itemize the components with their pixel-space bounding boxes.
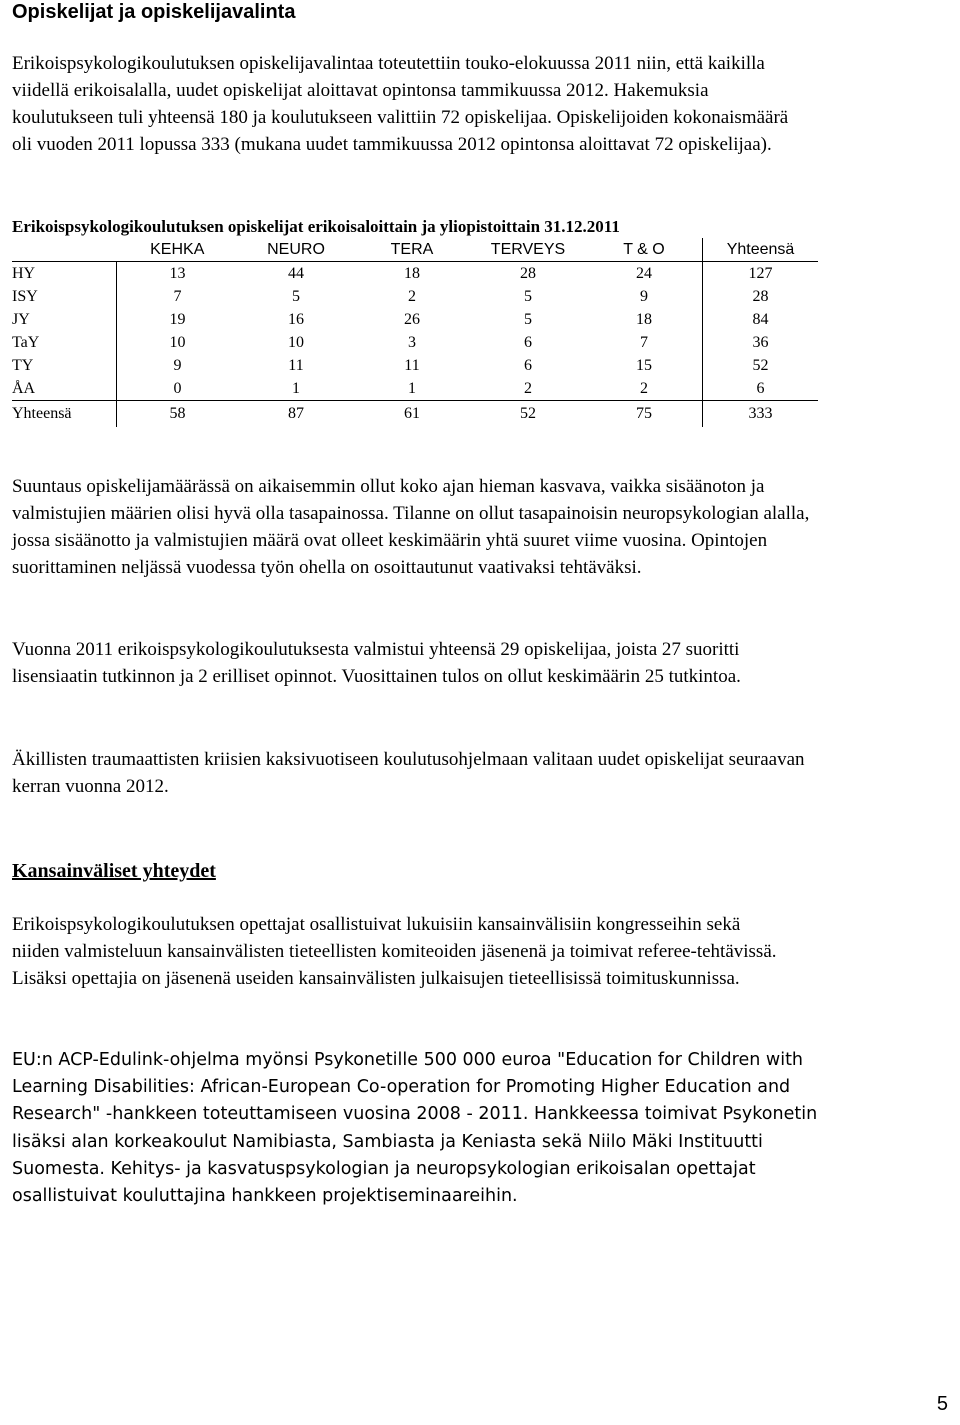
table-total-cell: 75 (586, 401, 703, 428)
table-cell: 2 (408, 288, 416, 305)
table-cell: 16 (288, 311, 304, 328)
table-cell: 1 (408, 380, 416, 397)
table-cell: 9 (586, 285, 703, 308)
table-cell: 5 (524, 288, 532, 305)
table-header-cell: KEHKA (150, 241, 205, 258)
students-table (12, 238, 818, 427)
table-cell: 3 (408, 334, 416, 351)
table-header-cell: T & O (586, 238, 703, 262)
table-total-cell: 58 (169, 405, 186, 422)
paragraph-graduates: Vuonna 2011 erikoispsykologikoulutuksesta valmistui yhteensä 29 opiskelijaa, joista 27 suoritti lisensiaatin tutkinnon ja 2 erilliset opinnot. Vuosittainen tulos on ollut keskimäärin 25 tutkintoa. (12, 639, 741, 687)
table-cell: 6 (524, 357, 532, 374)
paragraph-student-selection: Erikoispsykologikoulutuksen opiskelijavalintaa toteutettiin touko-elokuussa 2011 niin, että kaikilla viidellä erikoisalalla, uudet opiskelijat aloittavat opintonsa tammikuussa 2012. Hakemuksia koulutukseen tuli yhteensä 180 ja koulutukseen valittiin 72 opiskelijaa. Opiskelijoiden kokonaismäärä oli vuoden 2011 lopussa 333 (mukana uudet tammikuussa 2012 opintonsa aloittavat 72 opiskelijaa). (12, 53, 789, 155)
table-cell: 28 (752, 288, 769, 305)
table-total-cell: Yhteensä (12, 401, 117, 428)
table-cell: 10 (288, 334, 304, 351)
table-cell: 2 (586, 377, 703, 401)
paragraph-crisis-program: Äkillisten traumaattisten kriisien kaksivuotiseen koulutusohjelmaan valitaan uudet opiskelijat seuraavan kerran vuonna 2012. (12, 749, 805, 797)
table-cell: 0 (173, 380, 182, 397)
section-heading-students: Opiskelijat ja opiskelijavalinta (12, 1, 296, 23)
table-cell: 11 (404, 357, 420, 374)
paragraph-acp-edulink: EU:n ACP-Edulink-ohjelma myönsi Psykonetille 500 000 euroa "Education for Children with Learning Disabilities: African-European Co-operation for Promoting Higher Education and Research" -hankkeen toteuttamiseen vuosina 2008 - 2011. Hankkeessa toimivat Psykonetin lisäksi alan korkeakoulut Namibiasta, Sambiasta ja Keniasta sekä Niilo Mäki Instituutti Suomesta. Kehitys- ja kasvatuspsykologian ja neuropsykologian erikoisalan opettajat osallistuivat kouluttajina hankkeen projektiseminaareihin. (12, 1050, 818, 1207)
table-cell: 13 (169, 265, 186, 282)
table-cell: 6 (524, 334, 532, 351)
table-cell: ISY (12, 285, 117, 308)
table-cell: 52 (752, 357, 769, 374)
table-row (12, 354, 818, 377)
table-cell: 18 (586, 308, 703, 331)
table-row (12, 308, 818, 331)
table-cell: 24 (586, 262, 703, 286)
table-total-cell: 87 (288, 405, 304, 422)
table-cell: 5 (292, 288, 300, 305)
table-row (12, 285, 818, 308)
table-cell: 10 (169, 334, 186, 351)
page-number: 5 (936, 1393, 948, 1415)
table-header-cell: TERVEYS (490, 241, 566, 258)
table-total-cell: 333 (748, 405, 773, 422)
table-cell: 9 (173, 357, 182, 374)
table-total-cell: 52 (520, 405, 536, 422)
table-row (12, 331, 818, 354)
table-cell: TY (12, 354, 117, 377)
table-cell: 18 (404, 265, 420, 282)
table-cell: 26 (404, 311, 420, 328)
table-cell: 7 (586, 331, 703, 354)
table-total-row (12, 401, 818, 428)
table-cell: 2 (524, 380, 532, 397)
table-cell: 6 (756, 380, 765, 397)
table-cell: 1 (292, 380, 300, 397)
table-cell: 15 (586, 354, 703, 377)
paragraph-trend: Suuntaus opiskelijamäärässä on aikaisemmin ollut koko ajan hieman kasvava, vaikka sisäänoton ja valmistujien määrien olisi hyvä olla tasapainossa. Tilanne on ollut tasapainoisin neuropsykologian alalla, jossa sisäänotto ja valmistujien määrä ovat olleet keskimäärin yhtä suuret viime vuosina. Opintojen suorittaminen neljässä vuodessa työn ohella on osoittautunut vaativaksi tehtäväksi. (12, 476, 810, 578)
table-cell: 5 (524, 311, 532, 328)
table-header-cell: TERA (390, 241, 434, 258)
table-cell: 19 (169, 311, 186, 328)
table-header-cell (12, 238, 117, 262)
table-cell: 36 (752, 334, 769, 351)
table-cell: HY (12, 262, 117, 286)
table-cell: 84 (752, 311, 769, 328)
table-caption: Erikoispsykologikoulutuksen opiskelijat erikoisaloittain ja yliopistoittain 31.12.2011 (12, 217, 620, 236)
table-header-row (12, 238, 818, 262)
table-total-cell: 61 (404, 405, 420, 422)
table-cell: 127 (748, 265, 773, 282)
table-row (12, 262, 818, 286)
paragraph-international: Erikoispsykologikoulutuksen opettajat osallistuivat lukuisiin kansainvälisiin kongresseihin sekä niiden valmisteluun kansainvälisten tieteellisten komiteoiden jäsenenä ja toimivat referee-tehtävissä. Lisäksi opettajia on jäsenenä useiden kansainvälisten julkaisujen tieteellisissä toimituskunnissa. (12, 914, 777, 989)
table-cell: JY (12, 308, 117, 331)
table-header-cell: Yhteensä (726, 241, 795, 258)
table-row (12, 377, 818, 401)
table-header-cell: NEURO (267, 241, 325, 258)
table-cell: ÅA (12, 377, 117, 401)
table-cell: 44 (288, 265, 304, 282)
table-cell: 7 (173, 288, 182, 305)
table-cell: 28 (520, 265, 536, 282)
table-cell: 11 (288, 357, 304, 374)
table-cell: TaY (12, 331, 117, 354)
section-heading-international: Kansainväliset yhteydet (12, 860, 216, 882)
